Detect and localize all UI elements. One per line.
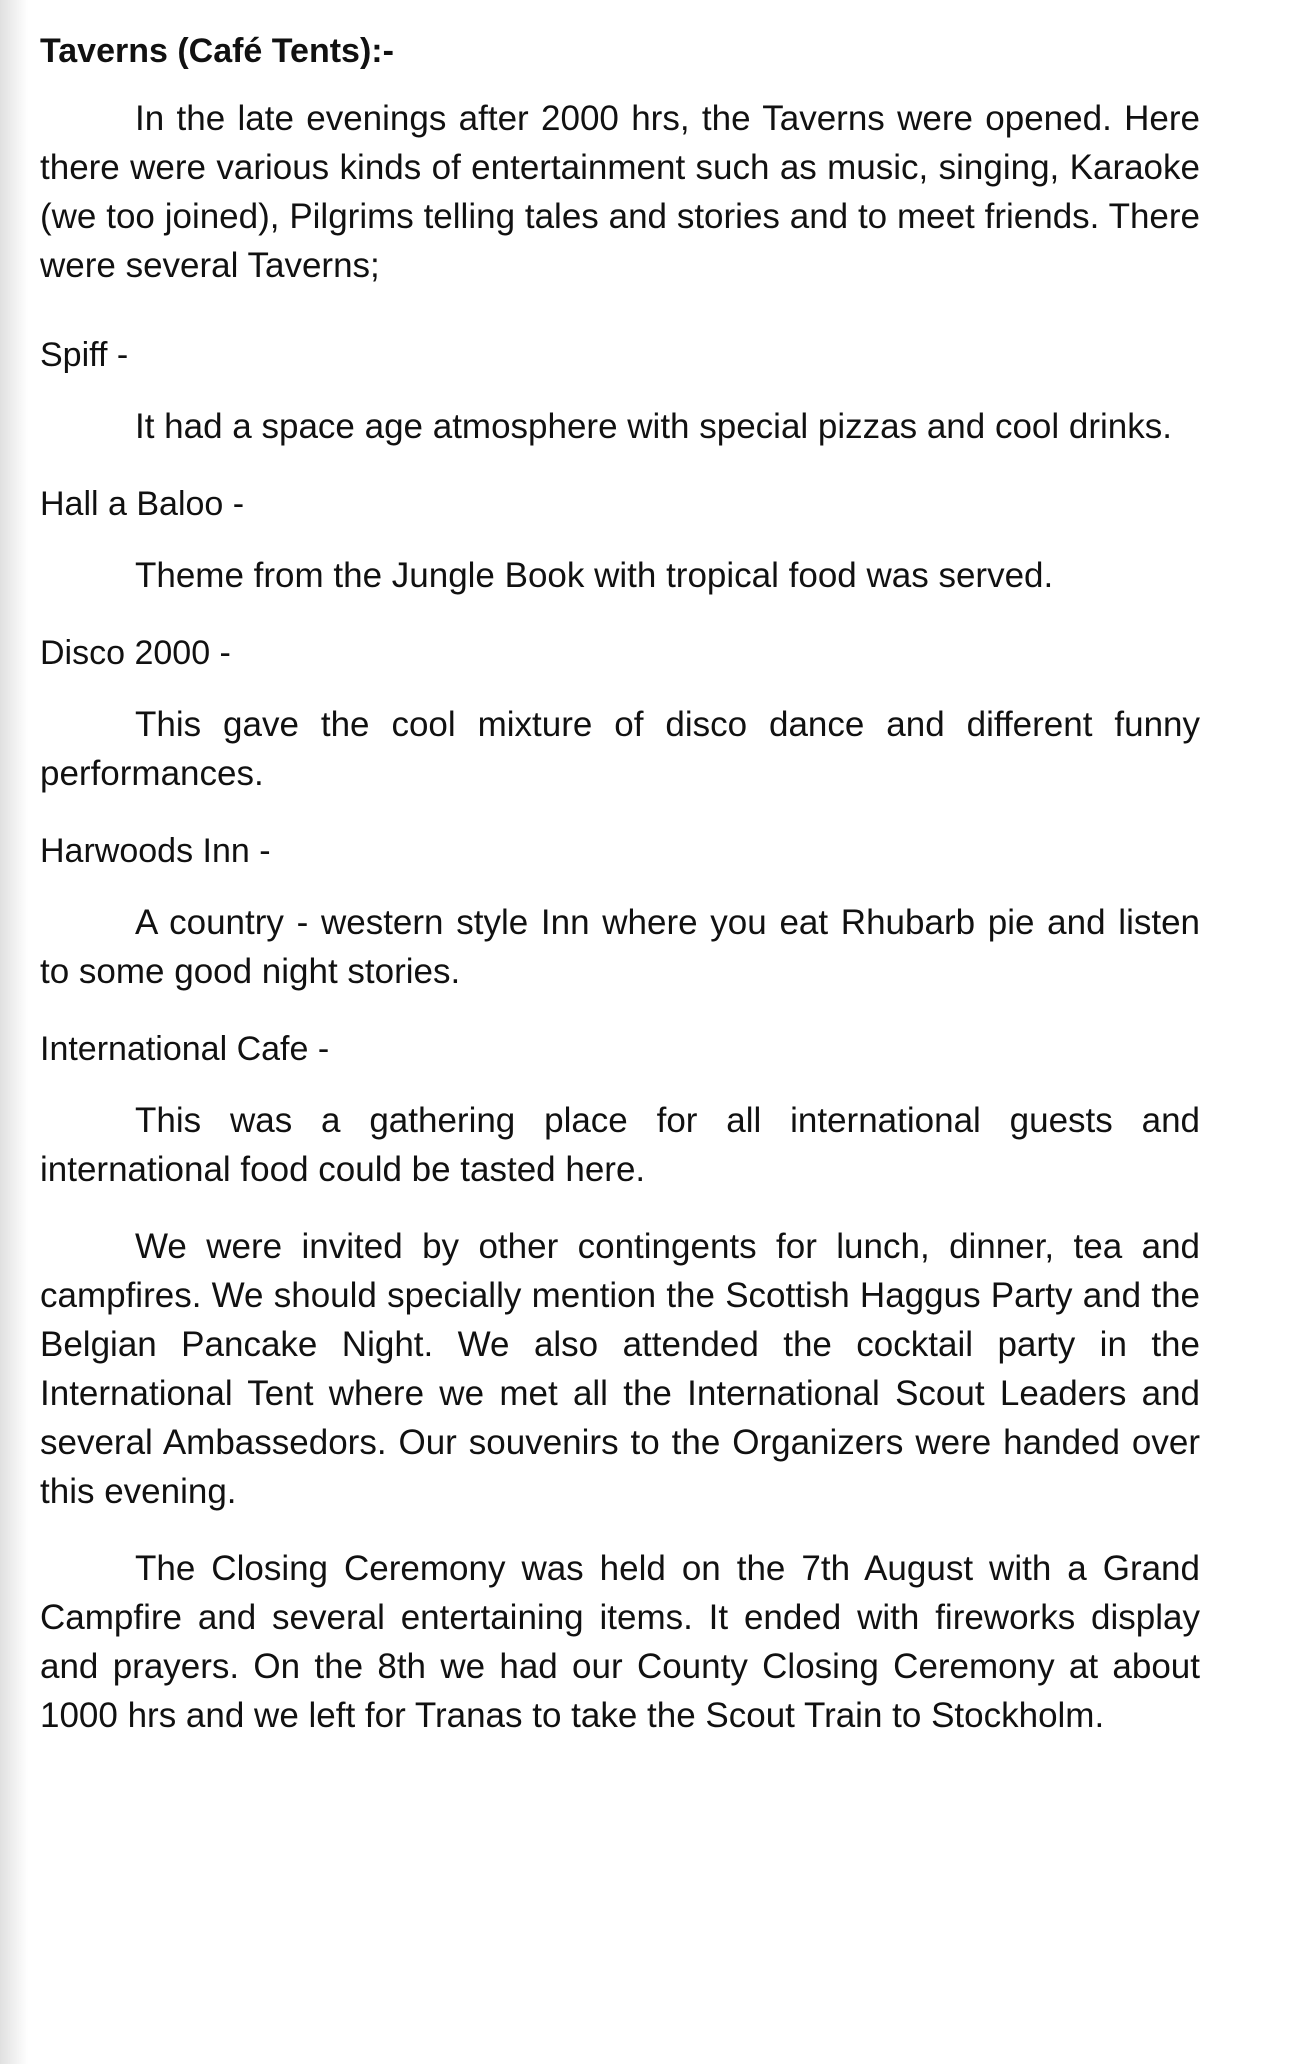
tavern-description-international-cafe: This was a gathering place for all international guests and international food could be tasted here. [40,1101,1200,1189]
tavern-description-harwoods-inn: A country - western style Inn where you eat Rhubarb pie and listen to some good night stories. [40,903,1200,991]
section-title: Taverns (Café Tents):- [40,32,394,70]
tavern-description-disco-2000: This gave the cool mixture of disco dance and different funny performances. [40,705,1200,793]
tavern-description-hall-a-baloo: Theme from the Jungle Book with tropical food was served. [135,556,1054,595]
tavern-name-disco-2000: Disco 2000 - [40,634,231,672]
tavern-name-hall-a-baloo: Hall a Baloo - [40,485,245,523]
invitations-paragraph: We were invited by other contingents for lunch, dinner, tea and campfires. We should specially mention the Scottish Haggus Party and the Belgian Pancake Night. We also attended the cocktail party in the International Tent where we met all the International Scout Leaders and several Ambassedors. Our souvenirs to the Organizers were handed over this evening. [40,1227,1200,1511]
closing-ceremony-paragraph: The Closing Ceremony was held on the 7th August with a Grand Campfire and several entertaining items. It ended with fireworks display and prayers. On the 8th we had our County Closing Ceremony at about 1000 hrs and we left for Tranas to take the Scout Train to Stockholm. [40,1549,1200,1735]
tavern-name-spiff: Spiff - [40,336,129,374]
tavern-name-harwoods-inn: Harwoods Inn - [40,832,271,870]
tavern-description-spiff: It had a space age atmosphere with special pizzas and cool drinks. [135,407,1172,446]
document-content [40,26,1200,1768]
scan-edge-shadow [0,0,28,2064]
intro-paragraph: In the late evenings after 2000 hrs, the Taverns were opened. Here there were various kinds of entertainment such as music, singing, Karaoke (we too joined), Pilgrims telling tales and stories and to meet friends. There were several Taverns; [40,99,1200,285]
tavern-name-international-cafe: International Cafe - [40,1030,330,1068]
